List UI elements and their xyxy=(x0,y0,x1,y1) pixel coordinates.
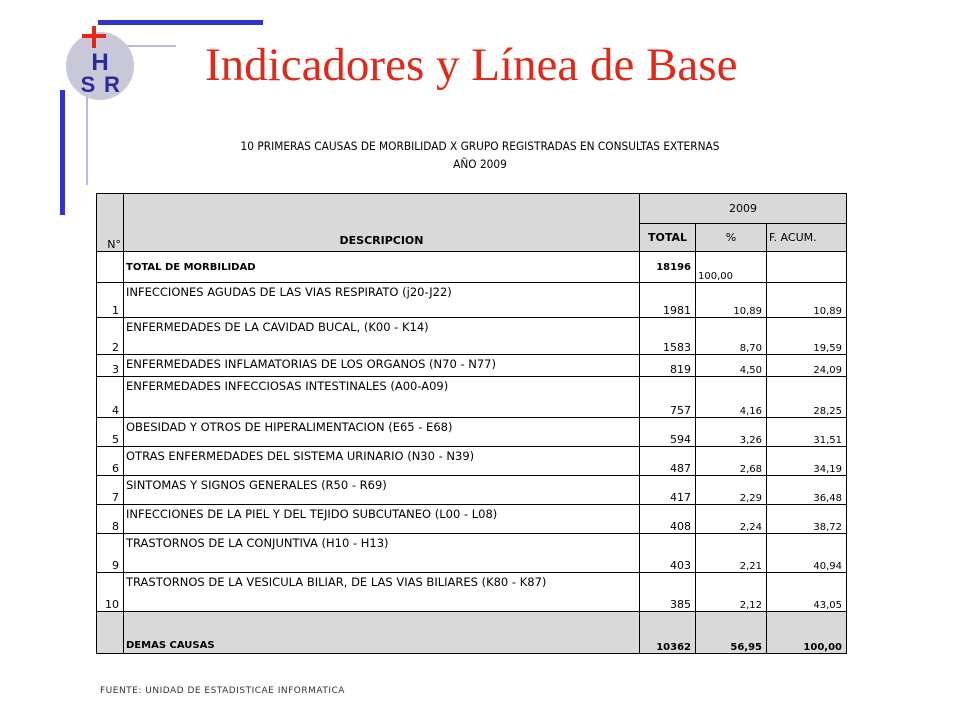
row-total: 819 xyxy=(640,355,696,377)
row-desc: OTRAS ENFERMEDADES DEL SISTEMA URINARIO (N30 - N39) xyxy=(124,447,640,476)
total-row-pct: 100,00 xyxy=(696,252,767,283)
table-year-subtitle: AÑO 2009 xyxy=(453,157,507,171)
row-desc: INFECCIONES AGUDAS DE LAS VIAS RESPIRATO (j20-J22) xyxy=(124,283,640,318)
row-desc: TRASTORNOS DE LA VESICULA BILIAR, DE LAS VIAS BILIARES (K80 - K87) xyxy=(124,573,640,612)
row-num: 6 xyxy=(97,447,124,476)
demas-acum: 100,00 xyxy=(767,612,847,654)
decor-line-left xyxy=(60,90,65,215)
header-desc: DESCRIPCION xyxy=(124,194,640,252)
row-pct: 2,68 xyxy=(696,447,767,476)
table-row xyxy=(97,283,847,318)
row-acum: 10,89 xyxy=(767,283,847,318)
row-num: 10 xyxy=(97,573,124,612)
row-desc: TRASTORNOS DE LA CONJUNTIVA (H10 - H13) xyxy=(124,534,640,573)
morbidity-table xyxy=(96,193,847,654)
row-pct: 2,12 xyxy=(696,573,767,612)
total-row-num xyxy=(97,252,124,283)
row-pct: 8,70 xyxy=(696,318,767,355)
row-pct: 3,26 xyxy=(696,418,767,447)
header-pct: % xyxy=(696,224,767,252)
table-row xyxy=(97,447,847,476)
row-desc: INFECCIONES DE LA PIEL Y DEL TEJIDO SUBCUTANEO (L00 - L08) xyxy=(124,505,640,534)
row-total: 403 xyxy=(640,534,696,573)
row-desc: OBESIDAD Y OTROS DE HIPERALIMENTACION (E65 - E68) xyxy=(124,418,640,447)
logo-letter-s: S xyxy=(80,72,96,97)
row-num: 2 xyxy=(97,318,124,355)
row-pct: 4,50 xyxy=(696,355,767,377)
row-total: 408 xyxy=(640,505,696,534)
row-total: 417 xyxy=(640,476,696,505)
row-num: 7 xyxy=(97,476,124,505)
source-footer: FUENTE: UNIDAD DE ESTADISTICAE INFORMATICA xyxy=(100,686,345,696)
row-total: 385 xyxy=(640,573,696,612)
row-total: 487 xyxy=(640,447,696,476)
demas-pct: 56,95 xyxy=(696,612,767,654)
table-row xyxy=(97,355,847,377)
row-num: 1 xyxy=(97,283,124,318)
row-desc: ENFERMEDADES DE LA CAVIDAD BUCAL, (K00 - K14) xyxy=(124,318,640,355)
header-acum: F. ACUM. xyxy=(767,224,847,252)
row-acum: 19,59 xyxy=(767,318,847,355)
row-desc: SINTOMAS Y SIGNOS GENERALES (R50 - R69) xyxy=(124,476,640,505)
total-row-acum xyxy=(767,252,847,283)
row-total: 1981 xyxy=(640,283,696,318)
row-pct: 4,16 xyxy=(696,377,767,418)
row-acum: 24,09 xyxy=(767,355,847,377)
row-num: 8 xyxy=(97,505,124,534)
row-num: 4 xyxy=(97,377,124,418)
row-pct: 2,29 xyxy=(696,476,767,505)
row-pct: 2,21 xyxy=(696,534,767,573)
row-acum: 40,94 xyxy=(767,534,847,573)
row-total: 757 xyxy=(640,377,696,418)
page-title: Indicadores y Línea de Base xyxy=(205,39,738,91)
header-year: 2009 xyxy=(640,194,847,224)
row-acum: 31,51 xyxy=(767,418,847,447)
row-pct: 10,89 xyxy=(696,283,767,318)
row-num: 9 xyxy=(97,534,124,573)
table-row xyxy=(97,534,847,573)
table-row xyxy=(97,377,847,418)
table-row xyxy=(97,318,847,355)
demas-label: DEMAS CAUSAS xyxy=(124,612,640,654)
row-total: 1583 xyxy=(640,318,696,355)
row-total: 594 xyxy=(640,418,696,447)
header-num: N° xyxy=(97,194,124,252)
row-num: 5 xyxy=(97,418,124,447)
row-acum: 43,05 xyxy=(767,573,847,612)
row-num: 3 xyxy=(97,355,124,377)
table-row xyxy=(97,573,847,612)
table-row xyxy=(97,476,847,505)
logo-letter-h: H xyxy=(91,49,109,76)
demas-total: 10362 xyxy=(640,612,696,654)
row-acum: 28,25 xyxy=(767,377,847,418)
row-desc: ENFERMEDADES INFLAMATORIAS DE LOS ORGANOS (N70 - N77) xyxy=(124,355,640,377)
row-desc: ENFERMEDADES INFECCIOSAS INTESTINALES (A00-A09) xyxy=(124,377,640,418)
row-acum: 34,19 xyxy=(767,447,847,476)
total-row-total: 18196 xyxy=(640,252,696,283)
logo-letter-r: R xyxy=(104,72,120,97)
table-subtitle: 10 PRIMERAS CAUSAS DE MORBILIDAD X GRUPO REGISTRADAS EN CONSULTAS EXTERNAS xyxy=(240,139,720,153)
table-row xyxy=(97,505,847,534)
table-row xyxy=(97,418,847,447)
row-acum: 36,48 xyxy=(767,476,847,505)
row-pct: 2,24 xyxy=(696,505,767,534)
demas-num xyxy=(97,612,124,654)
header-total: TOTAL xyxy=(640,224,696,252)
hospital-logo xyxy=(62,22,142,102)
total-row-label: TOTAL DE MORBILIDAD xyxy=(124,252,640,283)
row-acum: 38,72 xyxy=(767,505,847,534)
